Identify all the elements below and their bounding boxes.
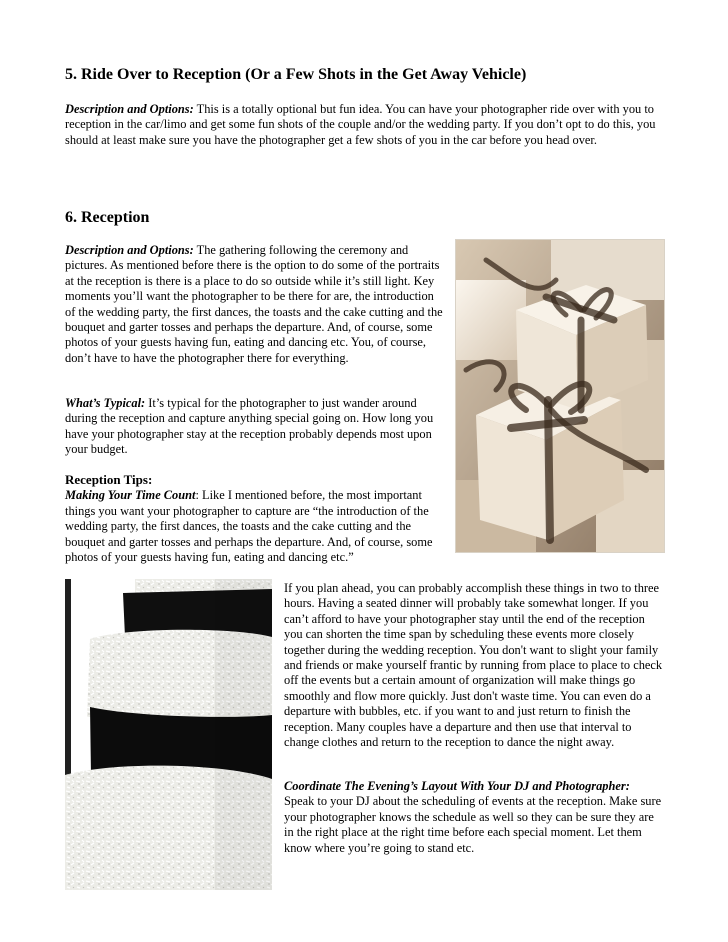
coordinate-layout-label: Coordinate The Evening’s Layout With Your DJ and Photographer: bbox=[284, 779, 630, 793]
description-label: Description and Options: bbox=[65, 102, 194, 116]
coordinate-layout-text: Speak to your DJ about the scheduling of events at the reception. Make sure your photographer knows the schedule as well so they can be sure they are in the right place at the right time before each special moment. Let them know where you’re going to stand etc. bbox=[284, 794, 662, 855]
gift-boxes-illustration bbox=[456, 240, 664, 552]
coordinate-layout-paragraph bbox=[284, 779, 664, 856]
section-5-heading: 5. Ride Over to Reception (Or a Few Shots in the Get Away Vehicle) bbox=[65, 66, 527, 83]
making-time-count-label: Making Your Time Count bbox=[65, 488, 196, 503]
description-text: This is a totally optional but fun idea. You can have your photographer ride over with you to reception in the car/limo and get some fun shots of the couple and/or the wedding party. If you don’t opt to do this, you should at least make sure you have the photographer get a few shots of you in the car before you head over. bbox=[65, 102, 656, 147]
section-6-description bbox=[65, 243, 443, 366]
description-label: Description and Options: bbox=[65, 243, 194, 257]
whats-typical-label: What’s Typical: bbox=[65, 396, 146, 410]
wedding-cake-illustration bbox=[65, 579, 272, 890]
section-6-heading: 6. Reception bbox=[65, 209, 150, 226]
section-5-description bbox=[65, 102, 665, 148]
making-time-count-text: : Like I mentioned before, the most important things you want your photographer to capture are “the introduction of the wedding party, the first dances, the toasts and the cake cutting and the bouquet and garter tosses and perhaps the departure. And, of course, some photos of your guests having fun, eating and dancing etc.” bbox=[65, 488, 433, 565]
description-text: The gathering following the ceremony and pictures. As mentioned before there is the option to do some of the portraits at the reception is there is a place to do so outside while it’s still light. Key moments you’ll want the photographer to be there for are, the introduction of the wedding party, the first dances, the toasts and the cake cutting and the bouquet and garter tosses and perhaps the departure. And, of course, some photos of your guests having fun, eating and dancing etc. You, of course, don’t have to have the photographer there for everything. bbox=[65, 243, 443, 365]
gift-boxes-photo bbox=[455, 239, 665, 553]
reception-tips-block bbox=[65, 472, 450, 565]
reception-tips-heading: Reception Tips: bbox=[65, 472, 153, 487]
whats-typical-text: It’s typical for the photographer to just wander around during the reception and capture anything special going on. How long you have your photographer stay at the reception probably depends most upon your budget. bbox=[65, 396, 434, 457]
making-time-count-continued: If you plan ahead, you can probably accomplish these things in two to three hours. Having a seated dinner will probably take somewhat longer. If you can’t afford to have your photographer stay until the end of the reception you can shorten the time span by scheduling these events more closely together during the wedding reception. You don't want to slight your family and friends or make yourself frantic by running from place to place to check off the events but a certain amount of organization will make things go smoothly and flow more quickly. Just don't waste time. You can even do a departure with bubbles, etc. if you want to and just return to finish the reception. Many couples have a departure and then use that interval to change clothes and return to the reception to dance the night away. bbox=[284, 581, 663, 750]
wedding-cake-photo bbox=[65, 579, 272, 890]
whats-typical-paragraph bbox=[65, 396, 443, 458]
